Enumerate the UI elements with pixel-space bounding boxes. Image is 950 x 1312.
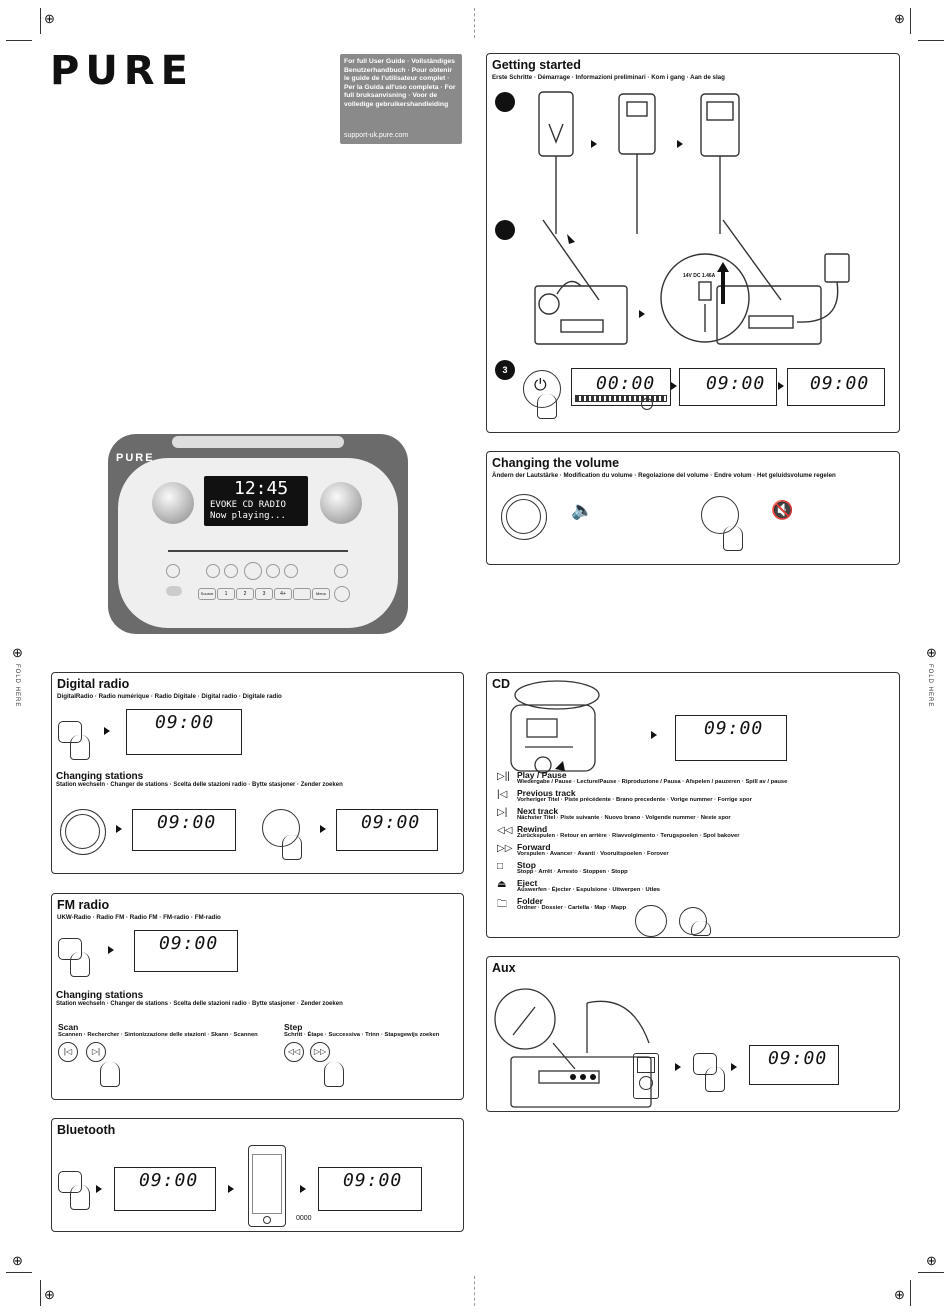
changing-stations-subtitle: Station wechseln · Changer de stations · Scelta delle stazioni radio · Bytte stasjoner · Zender zoeken — [56, 782, 343, 788]
lcd-display — [679, 368, 777, 406]
hand-icon — [282, 835, 302, 860]
volume-dial — [501, 494, 547, 540]
arrow-icon — [116, 825, 122, 833]
fm-radio-title: FM radio — [57, 898, 110, 912]
lcd-time: 09:00 — [157, 812, 217, 833]
registration-mark: ⊕ — [44, 1287, 55, 1302]
changing-stations-subtitle: Station wechseln · Changer de stations · Scelta delle stazioni radio · Bytte stasjoner · Zender zoeken — [56, 1001, 343, 1007]
clock-icon — [641, 398, 653, 410]
tune-knob — [320, 482, 362, 524]
crop-mark — [910, 1280, 911, 1306]
rewind-button: ◁◁ — [284, 1042, 304, 1062]
hand-icon — [537, 394, 557, 419]
arrow-icon — [731, 1063, 737, 1071]
cd-control-desc: Wiedergabe / Pause · Lecture/Pause · Riproduzione / Pausa · Afspelen / pauzeren · Spill av / pause — [517, 779, 788, 785]
cd-control-icon: □ — [497, 861, 504, 872]
bluetooth-panel — [51, 1118, 464, 1232]
crop-mark — [910, 8, 911, 34]
cd-control-icon: ▷| — [497, 807, 508, 818]
fold-here-label: FOLD HERE — [927, 664, 933, 708]
guide-box-text: For full User Guide · Vollständiges Benutzerhandbuch · Pour obtenir le guide de l'utilisateur complet · Per la Guida all'uso completa · For full bruksanvisning · Voor de volledige gebruikershandleiding — [344, 58, 456, 108]
lcd-display — [318, 1167, 422, 1211]
step-title: Step — [284, 1022, 303, 1032]
lcd-time: 09:00 — [810, 373, 870, 394]
digital-radio-panel — [51, 672, 464, 874]
cd-control-title: Forward — [517, 842, 551, 852]
getting-started-panel — [486, 53, 900, 433]
arrow-icon — [671, 382, 677, 390]
cd-control-icon: 🗀 — [497, 899, 507, 910]
preset-button: 3 — [255, 588, 273, 600]
bluetooth-pair-code: 0000 — [296, 1215, 312, 1222]
fold-here-label: FOLD HERE — [14, 664, 20, 708]
speaker-mute-icon: 🔇 — [771, 500, 794, 520]
radio-display-time: 12:45 — [234, 478, 289, 499]
phone-illustration — [248, 1145, 286, 1227]
power-rating-label: 14V DC 1.46A — [683, 273, 716, 279]
preset-button: Source — [198, 588, 216, 600]
cd-control-icon: ▷▷ — [497, 843, 513, 854]
lcd-display — [336, 809, 438, 851]
fold-line — [474, 8, 475, 38]
digital-radio-title: Digital radio — [57, 677, 130, 691]
step-2-badge — [495, 220, 515, 240]
tune-dial — [60, 809, 106, 855]
lcd-progress — [575, 395, 667, 402]
brand-logo: PURE — [50, 48, 194, 94]
cd-title: CD — [492, 677, 511, 691]
digital-radio-subtitle: DigitalRadio · Radio numérique · Radio Digitale · Digital radio · Digitale radio — [57, 693, 282, 700]
fold-line — [474, 1276, 475, 1306]
getting-started-subtitle: Erste Schritte · Démarrage · Informazioni preliminari · Kom i gang · Aan de slag — [492, 74, 725, 81]
crop-mark — [918, 40, 944, 41]
registration-mark: ⊕ — [12, 1253, 23, 1268]
crop-mark — [40, 1280, 41, 1306]
arrow-icon — [108, 946, 114, 954]
media-player-illustration — [633, 1053, 659, 1099]
radio-product-image — [108, 434, 408, 634]
arrow-icon — [675, 1063, 681, 1071]
cd-control-title: Play / Pause — [517, 770, 567, 780]
cd-control-desc: Vorheriger Titel · Piste précédente · Brano precedente · Vorige nummer · Forrige spor — [517, 797, 752, 803]
volume-panel — [486, 451, 900, 565]
radio-display — [204, 476, 308, 526]
fm-radio-subtitle: UKW-Radio · Radio FM · Radio FM · FM-radio · FM-radio — [57, 914, 221, 921]
radio-display-line2: Now playing... — [210, 511, 286, 521]
lcd-display — [134, 930, 238, 972]
lcd-time: 09:00 — [159, 933, 219, 954]
hand-icon — [705, 1067, 725, 1092]
cd-control-title: Folder — [517, 896, 543, 906]
crop-mark — [6, 1272, 32, 1273]
cd-control-title: Stop — [517, 860, 536, 870]
arrow-icon — [778, 382, 784, 390]
lcd-time: 00:00 — [596, 373, 656, 394]
hand-icon — [324, 1062, 344, 1087]
changing-stations-title: Changing stations — [56, 990, 144, 1001]
aux-panel — [486, 956, 900, 1112]
preset-button: 1 — [217, 588, 235, 600]
preset-button: 2 — [236, 588, 254, 600]
volume-title: Changing the volume — [492, 456, 620, 470]
cd-control-title: Previous track — [517, 788, 576, 798]
next-button: ▷| — [86, 1042, 106, 1062]
radio-display-line1: EVOKE CD RADIO — [210, 500, 286, 510]
getting-started-title: Getting started — [492, 58, 581, 72]
preset-button: 4+ — [274, 588, 292, 600]
hand-icon — [691, 921, 711, 936]
lcd-time: 09:00 — [343, 1170, 403, 1191]
crop-mark — [6, 40, 32, 41]
scan-title: Scan — [58, 1022, 79, 1032]
preset-button — [293, 588, 311, 600]
crop-mark — [918, 1272, 944, 1273]
scan-subtitle: Scannen · Rechercher · Sintonizzazione delle stazioni · Skann · Scannen — [58, 1032, 258, 1038]
arrow-icon — [96, 1185, 102, 1193]
lcd-display — [675, 715, 787, 761]
fm-radio-panel — [51, 893, 464, 1100]
lcd-time: 09:00 — [768, 1048, 828, 1069]
step-1-badge — [495, 92, 515, 112]
antenna-connection-illustration — [527, 214, 897, 354]
arrow-icon — [300, 1185, 306, 1193]
cd-control-desc: Vorspulen · Avancer · Avanti · Vooruitspoelen · Forover — [517, 851, 669, 857]
lcd-time: 09:00 — [361, 812, 421, 833]
cd-slot — [168, 550, 348, 552]
guide-box — [340, 54, 462, 144]
lcd-display — [114, 1167, 216, 1211]
folder-dial — [635, 905, 667, 937]
cd-insert-illustration — [507, 677, 607, 777]
previous-button: |◁ — [58, 1042, 78, 1062]
aux-title: Aux — [492, 961, 516, 975]
power-icon: ⏻ — [534, 377, 547, 394]
lcd-time: 09:00 — [155, 712, 215, 733]
crop-mark — [40, 8, 41, 34]
step-3-badge: 3 — [495, 360, 515, 380]
step-subtitle: Schritt · Étape · Successiva · Trinn · Stapsgewijs zoeken — [284, 1032, 440, 1038]
changing-stations-title: Changing stations — [56, 771, 144, 782]
lcd-display — [132, 809, 236, 851]
lcd-time: 09:00 — [704, 718, 764, 739]
arrow-icon — [228, 1185, 234, 1193]
hand-icon — [723, 526, 743, 551]
arrow-icon — [651, 731, 657, 739]
arrow-icon — [320, 825, 326, 833]
preset-button: Menu — [312, 588, 330, 600]
cd-control-title: Rewind — [517, 824, 548, 834]
radio-brand: PURE — [116, 452, 155, 464]
speaker-sound-icon: 🔈 — [571, 500, 594, 520]
registration-mark: ⊕ — [926, 1253, 937, 1268]
cd-control-desc: Nächster Titel · Piste suivante · Nuovo brano · Volgende nummer · Neste spor — [517, 815, 731, 821]
cd-control-desc: Stopp · Arrêt · Arresto · Stoppen · Stopp — [517, 869, 628, 875]
lcd-display — [571, 368, 671, 406]
registration-mark: ⊕ — [12, 645, 23, 660]
volume-knob — [152, 482, 194, 524]
cd-control-icon: ▷|| — [497, 771, 510, 782]
registration-mark: ⊕ — [926, 645, 937, 660]
cd-control-desc: Auswerfen · Éjecter · Espulsione · Uitwerpen · Utløs — [517, 887, 661, 893]
cd-panel — [486, 672, 900, 938]
registration-mark: ⊕ — [44, 11, 55, 26]
cd-control-icon: ⏏ — [497, 879, 507, 890]
cd-control-icon: ◁◁ — [497, 825, 513, 836]
cd-control-icon: |◁ — [497, 789, 508, 800]
hand-icon — [100, 1062, 120, 1087]
lcd-time: 09:00 — [139, 1170, 199, 1191]
hand-icon — [70, 735, 90, 760]
arrow-icon — [104, 727, 110, 735]
cd-control-desc: Ordner · Dossier · Cartella · Map · Mapp — [517, 905, 627, 911]
registration-mark: ⊕ — [894, 11, 905, 26]
transport-buttons — [206, 564, 316, 580]
cd-control-title: Next track — [517, 806, 559, 816]
lcd-display — [126, 709, 242, 755]
volume-subtitle: Ändern der Lautstärke · Modification du volume · Regolazione del volume · Endre volum · Het geluidsvolume regelen — [492, 472, 836, 479]
hand-icon — [70, 1185, 90, 1210]
forward-button: ▷▷ — [310, 1042, 330, 1062]
registration-mark: ⊕ — [894, 1287, 905, 1302]
lcd-display — [749, 1045, 839, 1085]
bluetooth-title: Bluetooth — [57, 1123, 116, 1137]
guide-box-url[interactable]: support-uk.pure.com — [344, 132, 409, 139]
cd-control-title: Eject — [517, 878, 538, 888]
cd-control-desc: Zurückspulen · Retour en arrière · Riavvolgimento · Terugspoelen · Spol bakover — [517, 833, 740, 839]
lcd-time: 09:00 — [706, 373, 766, 394]
lcd-display — [787, 368, 885, 406]
hand-icon — [70, 952, 90, 977]
